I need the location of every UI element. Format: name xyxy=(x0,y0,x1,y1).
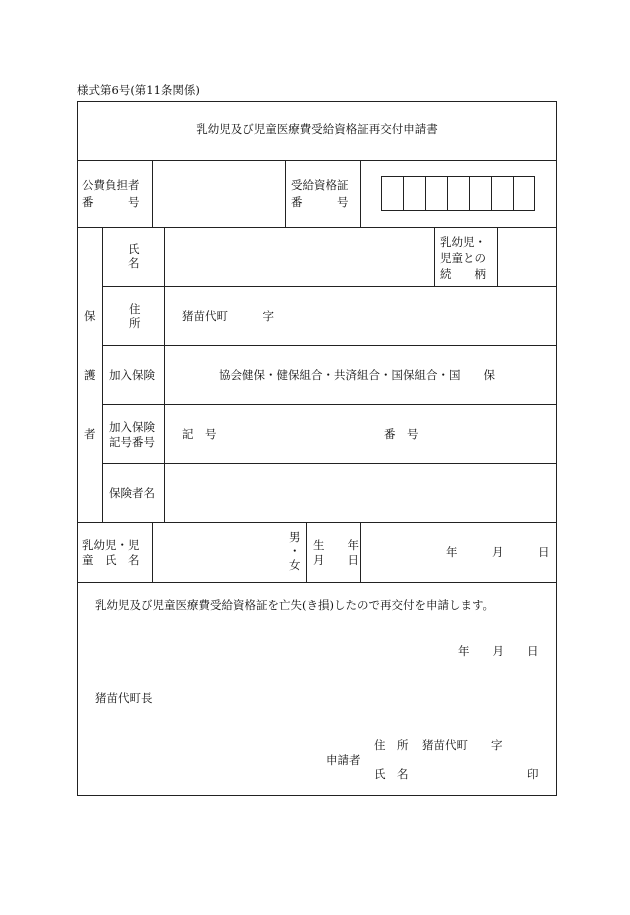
addressee: 猪苗代町長 xyxy=(95,691,153,705)
public-expense-number-label: 公費負担者 xyxy=(82,178,140,192)
relationship-label: 続 柄 xyxy=(440,267,486,281)
child-name-field[interactable] xyxy=(153,523,283,581)
divider xyxy=(360,522,361,582)
digit-box-divider xyxy=(513,176,514,211)
divider xyxy=(434,227,435,286)
child-name-label: 童 氏 名 xyxy=(82,553,140,567)
form-number-label: 様式第6号(第11条関係) xyxy=(77,83,200,97)
divider xyxy=(102,345,557,346)
divider xyxy=(360,160,361,227)
digit-box-divider xyxy=(403,176,404,211)
sex-male[interactable]: 男 xyxy=(289,530,301,544)
digit-box-divider xyxy=(469,176,470,211)
code-number-label: 番 号 xyxy=(384,427,419,441)
guardian-name-label: 氏 xyxy=(128,242,140,256)
sex-separator: ・ xyxy=(289,544,301,558)
address-value[interactable]: 猪苗代町 字 xyxy=(182,309,274,323)
applicant-name-label: 氏 名 xyxy=(374,767,409,781)
declaration-statement: 乳幼児及び児童医療費受給資格証を亡失(き損)したので再交付を申請します。 xyxy=(95,598,495,612)
public-expense-number-label: 番 号 xyxy=(82,195,140,209)
seal-mark: 印 xyxy=(527,767,539,781)
sex-female[interactable]: 女 xyxy=(289,558,301,572)
birthdate-label: 月 日 xyxy=(313,553,359,567)
guardian-name-field[interactable] xyxy=(165,228,433,286)
divider xyxy=(77,582,557,583)
insurance-code-label: 記号番号 xyxy=(109,435,155,449)
relationship-label: 乳幼児・ xyxy=(440,235,486,249)
insurance-label: 加入保険 xyxy=(109,368,155,382)
insurance-code-label: 加入保険 xyxy=(109,420,155,434)
divider xyxy=(77,160,557,161)
insurance-options[interactable]: 協会健保・健保組合・共済組合・国保組合・国 保 xyxy=(219,368,495,382)
public-expense-number-field[interactable] xyxy=(153,161,285,227)
relationship-label: 児童との xyxy=(440,251,486,265)
birthdate-value[interactable]: 年 月 日 xyxy=(446,545,550,559)
divider xyxy=(77,522,557,523)
recipient-number-boxes[interactable] xyxy=(381,176,535,211)
applicant-label: 申請者 xyxy=(326,753,361,767)
relationship-field[interactable] xyxy=(498,228,556,286)
address-label: 住 xyxy=(129,302,141,316)
divider xyxy=(306,522,307,582)
digit-box-divider xyxy=(447,176,448,211)
guardian-side-label: 者 xyxy=(84,427,96,441)
guardian-side-label: 護 xyxy=(84,368,96,382)
divider xyxy=(102,286,557,287)
insurer-name-label: 保険者名 xyxy=(109,486,155,500)
code-mark-label: 記 号 xyxy=(182,427,217,441)
birthdate-label: 生 年 xyxy=(313,538,359,552)
divider xyxy=(102,227,103,522)
divider xyxy=(285,160,286,227)
digit-box-divider xyxy=(425,176,426,211)
form-title: 乳幼児及び児童医療費受給資格証再交付申請書 xyxy=(196,122,438,136)
address-label: 所 xyxy=(129,316,141,330)
digit-box-divider xyxy=(491,176,492,211)
guardian-side-label: 保 xyxy=(84,309,96,323)
applicant-address-label: 住 所 xyxy=(374,738,409,752)
guardian-name-label: 名 xyxy=(128,256,140,270)
recipient-number-label: 受給資格証 xyxy=(291,178,349,192)
application-date[interactable]: 年 月 日 xyxy=(458,644,539,658)
applicant-address-value[interactable]: 猪苗代町 字 xyxy=(422,738,503,752)
divider xyxy=(102,404,557,405)
child-name-label: 乳幼児・児 xyxy=(82,538,140,552)
insurer-name-field[interactable] xyxy=(165,464,556,522)
recipient-number-label: 番 号 xyxy=(291,195,349,209)
